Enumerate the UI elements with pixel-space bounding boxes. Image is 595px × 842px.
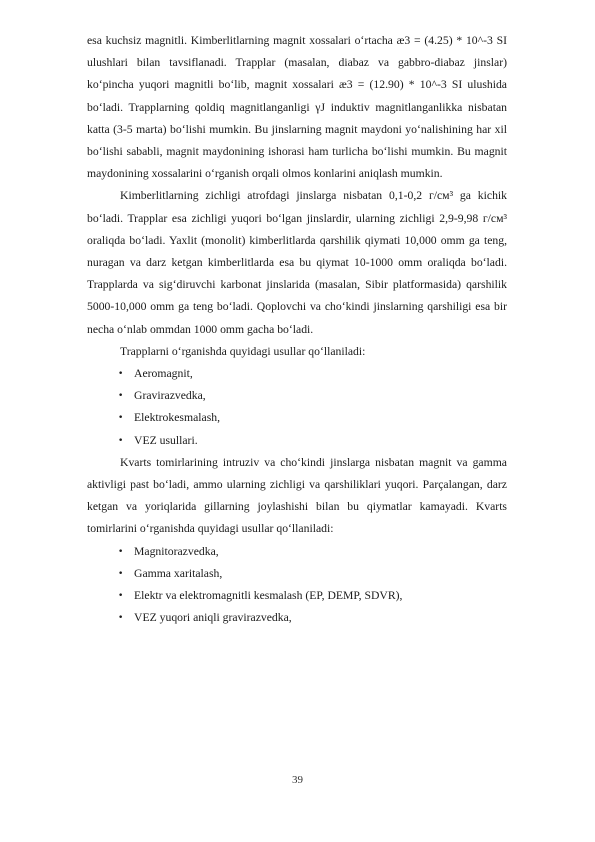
page-number: 39 <box>292 774 303 786</box>
paragraph-quartz-veins: Kvarts tomirlarining intruziv va cho‘kindi jinslarga nisbatan magnit va gamma aktivligi past bo‘ladi, ammo ularning zichligi va qarshiliklari yuqori. Parçalangan, darz ketgan va yoriqlarida gillarning joylashishi bilan bu qiymatlar kamayadi. Kvarts tomirlarini o‘rganishda quyidagi usullar qo‘llaniladi: <box>87 455 507 536</box>
paragraph-density-resistance: Kimberlitlarning zichligi atrofdagi jinslarga nisbatan 0,1-0,2 г/см³ ga kichik bo‘ladi. Trapplar esa zichligi yuqori bo‘lgan jinslardir, ularning zichligi 2,9-9,98 г/см³ oraliqda bo‘ladi. Yaxlit (monolit) kimberlitlarda qarshilik qiymati 10,000 omm ga teng, nuragan va darz ketgan kimberlitlarda esa bu qiymat 10-1000 omm oraliqda bo‘ladi. Trapplarda va sig‘diruvchi karbonat jinslarida (masalan, Sibir platformasida) qarshilik 5000-10,000 omm ga teng bo‘ladi. Qoplovchi va cho‘kindi jinslarning qarshiligi esa bir necha o‘nlab ommdan 1000 omm gacha bo‘ladi. <box>87 189 507 336</box>
paragraph-magnetic-properties: esa kuchsiz magnitli. Kimberlitlarning magnit xossalari o‘rtacha æ3 = (4.25) * 10^-3 SI ulushlari bilan tavsiflanadi. Trapplar (masalan, diabaz va gabbro-diabaz jinslar) ko‘pincha yuqori magnitli bo‘lib, magnit xossalari æ3 = (12.90) * 10^-3 SI ulushida bo‘ladi. Trapplarning qoldiq magnitlanganligi γJ induktiv magnitlanganlikka nisbatan katta (3-5 marta) bo‘lishi mumkin. Bu jinslarning magnit maydoni yo‘nalishining har xil bo‘lishi sababli, magnit maydonining ishorasi ham turlicha bo‘lishi mumkin. Bu magnit maydonining xossalarini o‘rganish orqali olmos konlarini aniqlash mumkin. <box>87 34 507 181</box>
trapp-methods-list <box>87 363 507 452</box>
list-item: • Aeromagnit, <box>87 363 507 385</box>
quartz-methods-list <box>87 541 507 630</box>
list-item: • VEZ yuqori aniqli gravirazvedka, <box>87 607 507 629</box>
list-item: • Gravirazvedka, <box>87 385 507 407</box>
paragraph-trapp-methods-intro: Trapplarni o‘rganishda quyidagi usullar qo‘llaniladi: <box>120 344 366 358</box>
list-item: • Gamma xaritalash, <box>87 563 507 585</box>
list-item: • Elektr va elektromagnitli kesmalash (EP, DEMP, SDVR), <box>87 585 507 607</box>
page-content <box>87 30 507 629</box>
list-item: • Elektrokesmalash, <box>87 407 507 429</box>
list-item: • VEZ usullari. <box>87 430 507 452</box>
list-item: • Magnitorazvedka, <box>87 541 507 563</box>
